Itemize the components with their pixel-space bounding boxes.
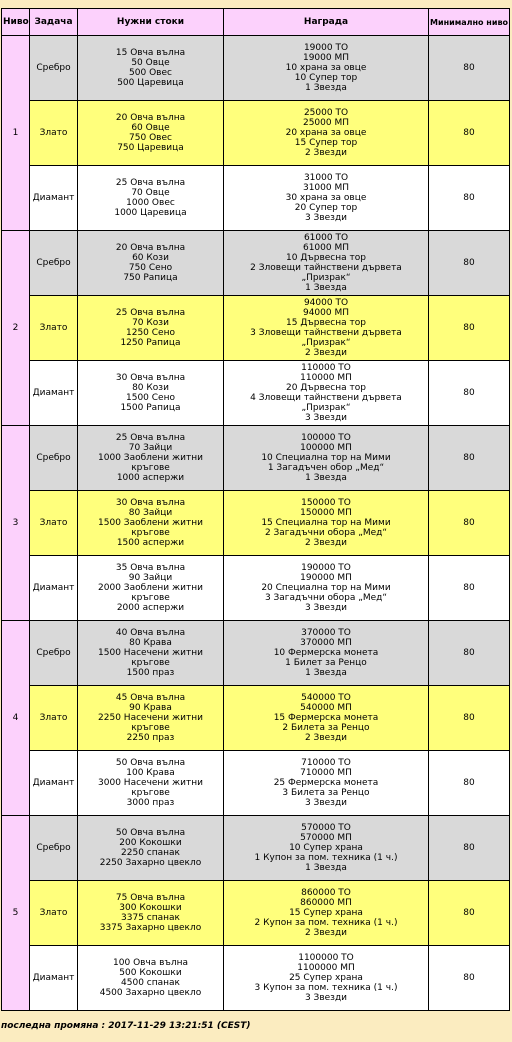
- goods-line: 2000 Заоблени житни: [98, 583, 203, 593]
- goods-line: 80 Крава: [129, 638, 172, 648]
- goods-line: 25 Овча вълна: [115, 308, 186, 318]
- goods-cell: [78, 751, 224, 816]
- task-cell: Сребро: [30, 816, 78, 881]
- level-cell: 3: [2, 426, 30, 621]
- table-row: [2, 101, 510, 166]
- goods-line: 300 Кокошки: [119, 903, 182, 913]
- task-cell: Диамант: [30, 751, 78, 816]
- reward-line: 2 Звезди: [304, 538, 348, 548]
- reward-line: 1100000 МП: [297, 963, 355, 973]
- reward-line: 30 храна за овце: [285, 193, 367, 203]
- reward-line: 3 Звезди: [304, 213, 348, 223]
- goods-line: 1000 Заоблени житни: [98, 453, 203, 463]
- reward-cell: [224, 621, 429, 686]
- min-level-cell: 80: [429, 556, 510, 621]
- reward-line: 15 Дървесна тор: [286, 318, 366, 328]
- min-level-cell: 80: [429, 231, 510, 296]
- goods-line: 100 Овча вълна: [113, 958, 188, 968]
- reward-line: 190000 МП: [300, 573, 352, 583]
- reward-line: 190000 ТО: [301, 563, 351, 573]
- table-row: [2, 491, 510, 556]
- reward-line: 15 Супер храна: [289, 908, 363, 918]
- reward-line: 2 Зловещи тайнствени дървета: [250, 263, 402, 273]
- table-row: [2, 36, 510, 101]
- reward-cell: [224, 36, 429, 101]
- table-row: [2, 946, 510, 1011]
- reward-line: 1100000 ТО: [298, 953, 354, 963]
- goods-line: 35 Овча вълна: [115, 563, 186, 573]
- header-task: Задача: [30, 9, 78, 36]
- reward-line: 10 храна за овце: [285, 63, 367, 73]
- header-level: Ниво: [2, 9, 30, 36]
- goods-line: 50 Овце: [131, 58, 170, 68]
- goods-cell: [78, 231, 224, 296]
- reward-line: 3 Билета за Ренцо: [282, 788, 370, 798]
- reward-line: „Призрак“: [301, 273, 351, 283]
- table-header-row: [2, 9, 510, 36]
- reward-line: 19000 МП: [302, 53, 350, 63]
- goods-line: 45 Овча вълна: [115, 693, 186, 703]
- table-row: [2, 231, 510, 296]
- table-row: [2, 816, 510, 881]
- level-cell: 5: [2, 816, 30, 1011]
- task-cell: Диамант: [30, 556, 78, 621]
- goods-line: 4500 Захарно цвекло: [99, 988, 202, 998]
- goods-line: 1500 Насечени житни: [98, 648, 203, 658]
- last-modified-footer: последна промяна : 2017-11-29 13:21:51 (CEST): [1, 1021, 251, 1031]
- reward-line: 2 Загадъчни обора „Мед“: [264, 528, 388, 538]
- goods-line: 50 Овча вълна: [115, 758, 186, 768]
- goods-line: 750 Царевица: [117, 143, 184, 153]
- reward-line: „Призрак“: [301, 403, 351, 413]
- goods-line: 100 Крава: [126, 768, 175, 778]
- goods-line: 2000 аспержи: [116, 603, 185, 613]
- goods-line: 25 Овча вълна: [115, 433, 186, 443]
- reward-line: 25000 ТО: [303, 108, 349, 118]
- reward-line: 2 Звезди: [304, 928, 348, 938]
- min-level-cell: 80: [429, 491, 510, 556]
- reward-line: 25 Супер храна: [289, 973, 363, 983]
- min-level-cell: 80: [429, 426, 510, 491]
- goods-line: 50 Овча вълна: [115, 828, 186, 838]
- goods-line: 3000 праз: [126, 798, 175, 808]
- goods-line: 1000 аспержи: [116, 473, 185, 483]
- reward-line: 2 Билета за Ренцо: [282, 723, 370, 733]
- reward-line: 20 Специална тор на Мими: [261, 583, 391, 593]
- reward-line: 10 Супер тор: [294, 73, 358, 83]
- goods-line: 30 Овча вълна: [115, 498, 186, 508]
- task-cell: Сребро: [30, 621, 78, 686]
- reward-line: 94000 МП: [302, 308, 350, 318]
- goods-cell: [78, 686, 224, 751]
- min-level-cell: 80: [429, 101, 510, 166]
- task-cell: Сребро: [30, 426, 78, 491]
- goods-line: 60 Овце: [131, 123, 170, 133]
- table-row: [2, 621, 510, 686]
- goods-cell: [78, 491, 224, 556]
- goods-line: 200 Кокошки: [119, 838, 182, 848]
- goods-line: 2250 Захарно цвекло: [99, 858, 202, 868]
- min-level-cell: 80: [429, 36, 510, 101]
- reward-line: 110000 ТО: [301, 363, 351, 373]
- reward-cell: [224, 426, 429, 491]
- min-level-cell: 80: [429, 816, 510, 881]
- reward-line: 20 Дървесна тор: [286, 383, 366, 393]
- reward-line: 1 Билет за Ренцо: [285, 658, 367, 668]
- reward-cell: [224, 166, 429, 231]
- task-cell: Злато: [30, 881, 78, 946]
- reward-line: 15 Фермерска монета: [273, 713, 379, 723]
- reward-line: 1 Звезда: [305, 668, 347, 678]
- task-cell: Диамант: [30, 166, 78, 231]
- goods-line: 500 Царевица: [117, 78, 184, 88]
- task-cell: Злато: [30, 101, 78, 166]
- level-cell: 4: [2, 621, 30, 816]
- reward-line: 15 Специална тор на Мими: [261, 518, 391, 528]
- reward-line: 540000 МП: [300, 703, 352, 713]
- goods-line: 3375 Захарно цвекло: [99, 923, 202, 933]
- min-level-cell: 80: [429, 296, 510, 361]
- table-row: [2, 296, 510, 361]
- table-row: [2, 556, 510, 621]
- goods-line: 2250 спанак: [121, 848, 180, 858]
- goods-line: 90 Зайци: [128, 573, 173, 583]
- reward-line: 10 Дървесна тор: [286, 253, 366, 263]
- reward-line: 1 Звезда: [305, 283, 347, 293]
- task-cell: Диамант: [30, 361, 78, 426]
- task-cell: Злато: [30, 296, 78, 361]
- goods-line: 4500 спанак: [121, 978, 180, 988]
- header-min-level: Минимално ниво: [429, 9, 510, 36]
- goods-line: 25 Овча вълна: [115, 178, 186, 188]
- goods-line: 1500 Сено: [126, 393, 175, 403]
- reward-line: 110000 МП: [300, 373, 352, 383]
- goods-line: 75 Овча вълна: [115, 893, 186, 903]
- table-row: [2, 686, 510, 751]
- reward-line: 710000 МП: [300, 768, 352, 778]
- reward-cell: [224, 231, 429, 296]
- goods-line: 1500 Рапица: [120, 403, 181, 413]
- reward-line: 1 Звезда: [305, 473, 347, 483]
- goods-line: 60 Кози: [132, 253, 169, 263]
- reward-line: 2 Звезди: [304, 733, 348, 743]
- reward-line: 3 Звезди: [304, 413, 348, 423]
- reward-line: 10 Супер храна: [289, 843, 363, 853]
- header-goods: Нужни стоки: [78, 9, 224, 36]
- goods-cell: [78, 946, 224, 1011]
- goods-cell: [78, 556, 224, 621]
- goods-cell: [78, 816, 224, 881]
- reward-line: 150000 МП: [300, 508, 352, 518]
- goods-line: 1500 аспержи: [116, 538, 185, 548]
- table-row: [2, 166, 510, 231]
- goods-line: 3000 Насечени житни: [98, 778, 203, 788]
- min-level-cell: 80: [429, 686, 510, 751]
- level-cell: 2: [2, 231, 30, 426]
- min-level-cell: 80: [429, 621, 510, 686]
- table-row: [2, 426, 510, 491]
- reward-line: 3 Звезди: [304, 798, 348, 808]
- reward-line: 31000 ТО: [303, 173, 349, 183]
- reward-line: 100000 МП: [300, 443, 352, 453]
- reward-cell: [224, 296, 429, 361]
- goods-line: кръгове: [131, 658, 170, 668]
- reward-line: „Призрак“: [301, 338, 351, 348]
- goods-line: 80 Зайци: [128, 508, 173, 518]
- task-cell: Сребро: [30, 36, 78, 101]
- goods-line: 3375 спанак: [121, 913, 180, 923]
- reward-cell: [224, 881, 429, 946]
- reward-line: 3 Звезди: [304, 603, 348, 613]
- goods-line: 70 Зайци: [128, 443, 173, 453]
- goods-line: 1000 Царевица: [114, 208, 187, 218]
- reward-cell: [224, 491, 429, 556]
- min-level-cell: 80: [429, 946, 510, 1011]
- reward-line: 2 Звезди: [304, 148, 348, 158]
- level-cell: 1: [2, 36, 30, 231]
- reward-cell: [224, 816, 429, 881]
- goods-line: 20 Овча вълна: [115, 113, 186, 123]
- reward-line: 1 Купон за пом. техника (1 ч.): [254, 853, 398, 863]
- goods-line: 80 Кози: [132, 383, 169, 393]
- goods-cell: [78, 426, 224, 491]
- goods-cell: [78, 36, 224, 101]
- reward-line: 61000 ТО: [303, 233, 349, 243]
- min-level-cell: 80: [429, 751, 510, 816]
- goods-line: кръгове: [131, 528, 170, 538]
- reward-cell: [224, 946, 429, 1011]
- reward-cell: [224, 361, 429, 426]
- reward-line: 2 Купон за пом. техника (1 ч.): [254, 918, 398, 928]
- reward-line: 61000 МП: [302, 243, 350, 253]
- goods-line: 500 Кокошки: [119, 968, 182, 978]
- goods-line: 90 Крава: [129, 703, 172, 713]
- reward-line: 10 Фермерска монета: [273, 648, 379, 658]
- goods-line: 70 Кози: [132, 318, 169, 328]
- table-row: [2, 751, 510, 816]
- goods-line: 750 Сено: [128, 263, 173, 273]
- goods-line: 1000 Овес: [126, 198, 175, 208]
- goods-line: 500 Овес: [129, 68, 172, 78]
- goods-line: 2250 праз: [126, 733, 175, 743]
- goods-line: кръгове: [131, 788, 170, 798]
- reward-line: 2 Звезди: [304, 348, 348, 358]
- reward-line: 3 Зловещи тайнствени дървета: [250, 328, 402, 338]
- reward-line: 570000 МП: [300, 833, 352, 843]
- quest-table: [1, 8, 510, 1011]
- reward-line: 1 Звезда: [305, 83, 347, 93]
- goods-line: 750 Овес: [129, 133, 172, 143]
- header-reward: Награда: [224, 9, 429, 36]
- reward-line: 10 Специална тор на Мими: [261, 453, 391, 463]
- reward-line: 3 Загадъчни обора „Мед“: [264, 593, 388, 603]
- reward-line: 25 Фермерска монета: [273, 778, 379, 788]
- goods-cell: [78, 621, 224, 686]
- goods-line: 30 Овча вълна: [115, 373, 186, 383]
- min-level-cell: 80: [429, 881, 510, 946]
- goods-cell: [78, 361, 224, 426]
- min-level-cell: 80: [429, 166, 510, 231]
- reward-line: 15 Супер тор: [294, 138, 358, 148]
- goods-line: 1500 праз: [126, 668, 175, 678]
- reward-line: 370000 МП: [300, 638, 352, 648]
- goods-line: кръгове: [131, 723, 170, 733]
- goods-line: 1250 Рапица: [120, 338, 181, 348]
- reward-cell: [224, 751, 429, 816]
- goods-cell: [78, 296, 224, 361]
- reward-line: 19000 ТО: [303, 43, 349, 53]
- reward-line: 4 Зловещи тайнствени дървета: [250, 393, 402, 403]
- task-cell: Злато: [30, 491, 78, 556]
- task-cell: Злато: [30, 686, 78, 751]
- reward-line: 860000 ТО: [301, 888, 351, 898]
- reward-line: 1 Загадъчен обор „Мед“: [267, 463, 385, 473]
- reward-line: 3 Звезди: [304, 993, 348, 1003]
- table-row: [2, 361, 510, 426]
- reward-line: 150000 ТО: [301, 498, 351, 508]
- table-body: [2, 36, 510, 1011]
- goods-cell: [78, 166, 224, 231]
- goods-line: 1500 Заоблени житни: [98, 518, 203, 528]
- reward-line: 1 Звезда: [305, 863, 347, 873]
- goods-line: 15 Овча вълна: [115, 48, 186, 58]
- task-cell: Сребро: [30, 231, 78, 296]
- reward-line: 31000 МП: [302, 183, 350, 193]
- goods-line: 40 Овча вълна: [115, 628, 186, 638]
- reward-line: 540000 ТО: [301, 693, 351, 703]
- reward-line: 860000 МП: [300, 898, 352, 908]
- goods-line: 1250 Сено: [126, 328, 175, 338]
- task-cell: Диамант: [30, 946, 78, 1011]
- reward-cell: [224, 101, 429, 166]
- goods-line: 750 Рапица: [123, 273, 178, 283]
- reward-line: 710000 ТО: [301, 758, 351, 768]
- goods-line: 20 Овча вълна: [115, 243, 186, 253]
- goods-line: кръгове: [131, 463, 170, 473]
- reward-line: 20 храна за овце: [285, 128, 367, 138]
- goods-cell: [78, 881, 224, 946]
- goods-line: 70 Овце: [131, 188, 170, 198]
- goods-line: 2250 Насечени житни: [98, 713, 203, 723]
- reward-line: 3 Купон за пом. техника (1 ч.): [254, 983, 398, 993]
- table-row: [2, 881, 510, 946]
- min-level-cell: 80: [429, 361, 510, 426]
- reward-line: 370000 ТО: [301, 628, 351, 638]
- reward-cell: [224, 556, 429, 621]
- reward-line: 570000 ТО: [301, 823, 351, 833]
- goods-cell: [78, 101, 224, 166]
- reward-line: 94000 ТО: [303, 298, 349, 308]
- reward-line: 20 Супер тор: [294, 203, 358, 213]
- reward-line: 25000 МП: [302, 118, 350, 128]
- reward-cell: [224, 686, 429, 751]
- goods-line: кръгове: [131, 593, 170, 603]
- reward-line: 100000 ТО: [301, 433, 351, 443]
